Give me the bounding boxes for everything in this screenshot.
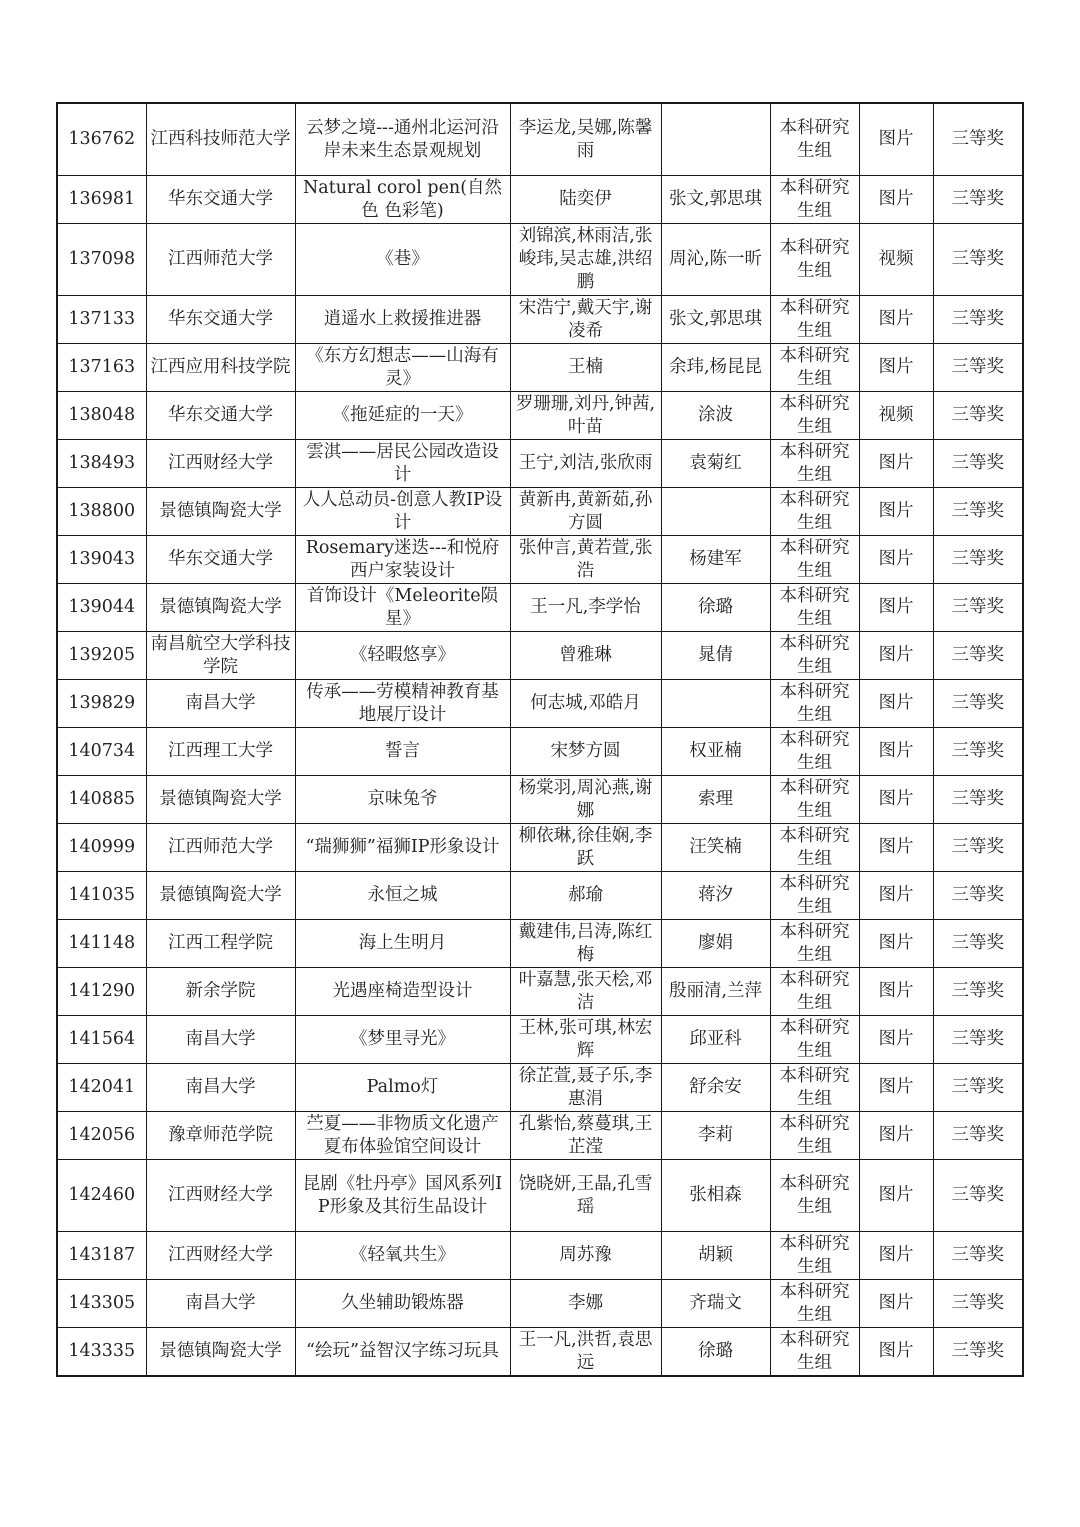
school-cell: 南昌大学	[146, 1016, 295, 1064]
advisor-cell: 齐瑞文	[661, 1280, 770, 1328]
authors-cell: 王一凡,洪哲,袁思远	[510, 1328, 661, 1377]
entry-id-cell: 143335	[57, 1328, 146, 1377]
entry-id-cell: 140999	[57, 824, 146, 872]
type-cell: 图片	[859, 1160, 933, 1232]
type-cell: 图片	[859, 920, 933, 968]
advisor-cell: 张文,郭思琪	[661, 296, 770, 344]
work-title-cell: 《巷》	[295, 224, 510, 296]
award-cell: 三等奖	[933, 728, 1023, 776]
table-row	[57, 224, 1023, 296]
entry-id-cell: 141290	[57, 968, 146, 1016]
advisor-cell: 廖娟	[661, 920, 770, 968]
work-title-cell: 《轻氧共生》	[295, 1232, 510, 1280]
authors-cell: 杨棠羽,周沁燕,谢娜	[510, 776, 661, 824]
type-cell: 图片	[859, 488, 933, 536]
school-cell: 江西理工大学	[146, 728, 295, 776]
award-cell: 三等奖	[933, 103, 1023, 176]
award-cell: 三等奖	[933, 488, 1023, 536]
school-cell: 江西师范大学	[146, 824, 295, 872]
entry-id-cell: 136762	[57, 103, 146, 176]
authors-cell: 张仲言,黄若萱,张浩	[510, 536, 661, 584]
work-title-cell: 誓言	[295, 728, 510, 776]
award-cell: 三等奖	[933, 680, 1023, 728]
group-cell: 本科研究生组	[770, 1328, 859, 1377]
authors-cell: 曾雅琳	[510, 632, 661, 680]
award-cell: 三等奖	[933, 1232, 1023, 1280]
group-cell: 本科研究生组	[770, 1112, 859, 1160]
entry-id-cell: 137098	[57, 224, 146, 296]
advisor-cell: 蒋汐	[661, 872, 770, 920]
school-cell: 南昌航空大学科技学院	[146, 632, 295, 680]
type-cell: 图片	[859, 776, 933, 824]
table-row	[57, 176, 1023, 224]
entry-id-cell: 138493	[57, 440, 146, 488]
entry-id-cell: 140885	[57, 776, 146, 824]
table-row	[57, 440, 1023, 488]
award-cell: 三等奖	[933, 224, 1023, 296]
authors-cell: 宋浩宁,戴天宇,谢凌希	[510, 296, 661, 344]
award-list-table	[56, 102, 1024, 1377]
work-title-cell: 苎夏——非物质文化遗产夏布体验馆空间设计	[295, 1112, 510, 1160]
authors-cell: 王林,张可琪,林宏辉	[510, 1016, 661, 1064]
table-row	[57, 824, 1023, 872]
group-cell: 本科研究生组	[770, 632, 859, 680]
entry-id-cell: 141035	[57, 872, 146, 920]
entry-id-cell: 139043	[57, 536, 146, 584]
authors-cell: 孔紫怡,蔡蔓琪,王芷滢	[510, 1112, 661, 1160]
entry-id-cell: 139829	[57, 680, 146, 728]
advisor-cell: 晁倩	[661, 632, 770, 680]
work-title-cell: 永恒之城	[295, 872, 510, 920]
type-cell: 视频	[859, 224, 933, 296]
award-cell: 三等奖	[933, 584, 1023, 632]
school-cell: 南昌大学	[146, 1064, 295, 1112]
school-cell: 江西财经大学	[146, 1232, 295, 1280]
authors-cell: 王宁,刘洁,张欣雨	[510, 440, 661, 488]
type-cell: 图片	[859, 1016, 933, 1064]
authors-cell: 黄新冉,黄新茹,孙方圆	[510, 488, 661, 536]
table-row	[57, 968, 1023, 1016]
award-cell: 三等奖	[933, 872, 1023, 920]
school-cell: 景德镇陶瓷大学	[146, 872, 295, 920]
group-cell: 本科研究生组	[770, 1160, 859, 1232]
work-title-cell: 海上生明月	[295, 920, 510, 968]
type-cell: 图片	[859, 968, 933, 1016]
authors-cell: 王楠	[510, 344, 661, 392]
award-cell: 三等奖	[933, 968, 1023, 1016]
award-cell: 三等奖	[933, 1016, 1023, 1064]
advisor-cell: 周沁,陈一昕	[661, 224, 770, 296]
type-cell: 图片	[859, 536, 933, 584]
award-cell: 三等奖	[933, 176, 1023, 224]
advisor-cell: 徐璐	[661, 1328, 770, 1377]
type-cell: 图片	[859, 632, 933, 680]
type-cell: 图片	[859, 1064, 933, 1112]
entry-id-cell: 141564	[57, 1016, 146, 1064]
authors-cell: 王一凡,李学怡	[510, 584, 661, 632]
authors-cell: 李娜	[510, 1280, 661, 1328]
group-cell: 本科研究生组	[770, 1016, 859, 1064]
group-cell: 本科研究生组	[770, 728, 859, 776]
table-row	[57, 1112, 1023, 1160]
school-cell: 华东交通大学	[146, 176, 295, 224]
work-title-cell: 雲淇——居民公园改造设计	[295, 440, 510, 488]
table-row	[57, 536, 1023, 584]
type-cell: 图片	[859, 344, 933, 392]
type-cell: 图片	[859, 1328, 933, 1377]
table-row	[57, 632, 1023, 680]
authors-cell: 郝瑜	[510, 872, 661, 920]
authors-cell: 柳依琳,徐佳娴,李跃	[510, 824, 661, 872]
authors-cell: 饶晓妍,王晶,孔雪瑶	[510, 1160, 661, 1232]
group-cell: 本科研究生组	[770, 1232, 859, 1280]
work-title-cell: Palmo灯	[295, 1064, 510, 1112]
school-cell: 景德镇陶瓷大学	[146, 776, 295, 824]
entry-id-cell: 140734	[57, 728, 146, 776]
table-row	[57, 728, 1023, 776]
award-cell: 三等奖	[933, 392, 1023, 440]
authors-cell: 叶嘉慧,张天桧,邓洁	[510, 968, 661, 1016]
school-cell: 豫章师范学院	[146, 1112, 295, 1160]
authors-cell: 徐芷萱,聂子乐,李惠涓	[510, 1064, 661, 1112]
award-cell: 三等奖	[933, 824, 1023, 872]
school-cell: 华东交通大学	[146, 392, 295, 440]
table-row	[57, 584, 1023, 632]
school-cell: 江西应用科技学院	[146, 344, 295, 392]
award-cell: 三等奖	[933, 536, 1023, 584]
work-title-cell: 《拖延症的一天》	[295, 392, 510, 440]
school-cell: 南昌大学	[146, 1280, 295, 1328]
group-cell: 本科研究生组	[770, 1064, 859, 1112]
type-cell: 图片	[859, 824, 933, 872]
table-row	[57, 488, 1023, 536]
school-cell: 景德镇陶瓷大学	[146, 1328, 295, 1377]
school-cell: 江西财经大学	[146, 1160, 295, 1232]
advisor-cell	[661, 103, 770, 176]
school-cell: 江西师范大学	[146, 224, 295, 296]
school-cell: 景德镇陶瓷大学	[146, 488, 295, 536]
award-cell: 三等奖	[933, 920, 1023, 968]
advisor-cell: 涂波	[661, 392, 770, 440]
table-row	[57, 296, 1023, 344]
work-title-cell: “绘玩”益智汉字练习玩具	[295, 1328, 510, 1377]
advisor-cell: 胡颖	[661, 1232, 770, 1280]
table-row	[57, 1328, 1023, 1377]
entry-id-cell: 142460	[57, 1160, 146, 1232]
group-cell: 本科研究生组	[770, 536, 859, 584]
advisor-cell: 杨建军	[661, 536, 770, 584]
award-cell: 三等奖	[933, 1280, 1023, 1328]
award-table-body	[57, 103, 1023, 1376]
type-cell: 图片	[859, 176, 933, 224]
advisor-cell: 邱亚科	[661, 1016, 770, 1064]
group-cell: 本科研究生组	[770, 440, 859, 488]
award-cell: 三等奖	[933, 1160, 1023, 1232]
work-title-cell: 传承——劳模精神教育基地展厅设计	[295, 680, 510, 728]
entry-id-cell: 143187	[57, 1232, 146, 1280]
group-cell: 本科研究生组	[770, 968, 859, 1016]
entry-id-cell: 139044	[57, 584, 146, 632]
school-cell: 江西财经大学	[146, 440, 295, 488]
school-cell: 新余学院	[146, 968, 295, 1016]
award-cell: 三等奖	[933, 1064, 1023, 1112]
school-cell: 南昌大学	[146, 680, 295, 728]
entry-id-cell: 143305	[57, 1280, 146, 1328]
work-title-cell: Natural corol pen(自然色 色彩笔)	[295, 176, 510, 224]
group-cell: 本科研究生组	[770, 1280, 859, 1328]
award-cell: 三等奖	[933, 440, 1023, 488]
table-row	[57, 776, 1023, 824]
award-cell: 三等奖	[933, 776, 1023, 824]
school-cell: 景德镇陶瓷大学	[146, 584, 295, 632]
group-cell: 本科研究生组	[770, 824, 859, 872]
group-cell: 本科研究生组	[770, 103, 859, 176]
work-title-cell: 昆剧《牡丹亭》国风系列IP形象及其衍生品设计	[295, 1160, 510, 1232]
group-cell: 本科研究生组	[770, 392, 859, 440]
award-cell: 三等奖	[933, 1328, 1023, 1377]
table-row	[57, 680, 1023, 728]
authors-cell: 刘锦滨,林雨洁,张峻玮,吴志雄,洪绍鹏	[510, 224, 661, 296]
group-cell: 本科研究生组	[770, 296, 859, 344]
advisor-cell	[661, 680, 770, 728]
advisor-cell: 舒余安	[661, 1064, 770, 1112]
table-row	[57, 1064, 1023, 1112]
group-cell: 本科研究生组	[770, 920, 859, 968]
advisor-cell: 袁菊红	[661, 440, 770, 488]
school-cell: 江西工程学院	[146, 920, 295, 968]
school-cell: 华东交通大学	[146, 536, 295, 584]
table-row	[57, 392, 1023, 440]
group-cell: 本科研究生组	[770, 344, 859, 392]
entry-id-cell: 137163	[57, 344, 146, 392]
group-cell: 本科研究生组	[770, 224, 859, 296]
work-title-cell: “瑞狮狮”福狮IP形象设计	[295, 824, 510, 872]
table-row	[57, 920, 1023, 968]
entry-id-cell: 138800	[57, 488, 146, 536]
group-cell: 本科研究生组	[770, 176, 859, 224]
table-row	[57, 1016, 1023, 1064]
advisor-cell: 李莉	[661, 1112, 770, 1160]
type-cell: 图片	[859, 872, 933, 920]
advisor-cell: 徐璐	[661, 584, 770, 632]
type-cell: 图片	[859, 1280, 933, 1328]
group-cell: 本科研究生组	[770, 776, 859, 824]
work-title-cell: 《东方幻想志——山海有灵》	[295, 344, 510, 392]
group-cell: 本科研究生组	[770, 488, 859, 536]
work-title-cell: 《轻暇悠享》	[295, 632, 510, 680]
authors-cell: 李运龙,吴娜,陈馨雨	[510, 103, 661, 176]
authors-cell: 周苏豫	[510, 1232, 661, 1280]
entry-id-cell: 141148	[57, 920, 146, 968]
type-cell: 图片	[859, 1232, 933, 1280]
entry-id-cell: 138048	[57, 392, 146, 440]
authors-cell: 何志城,邓皓月	[510, 680, 661, 728]
group-cell: 本科研究生组	[770, 872, 859, 920]
entry-id-cell: 139205	[57, 632, 146, 680]
type-cell: 图片	[859, 584, 933, 632]
advisor-cell: 汪笑楠	[661, 824, 770, 872]
authors-cell: 罗珊珊,刘丹,钟茜,叶苗	[510, 392, 661, 440]
table-row	[57, 1160, 1023, 1232]
award-cell: 三等奖	[933, 296, 1023, 344]
advisor-cell	[661, 488, 770, 536]
table-row	[57, 1280, 1023, 1328]
work-title-cell: 京味兔爷	[295, 776, 510, 824]
school-cell: 江西科技师范大学	[146, 103, 295, 176]
work-title-cell: 逍遥水上救援推进器	[295, 296, 510, 344]
work-title-cell: 久坐辅助锻炼器	[295, 1280, 510, 1328]
group-cell: 本科研究生组	[770, 680, 859, 728]
award-cell: 三等奖	[933, 632, 1023, 680]
work-title-cell: 人人总动员-创意人教IP设计	[295, 488, 510, 536]
group-cell: 本科研究生组	[770, 584, 859, 632]
advisor-cell: 索理	[661, 776, 770, 824]
table-row	[57, 344, 1023, 392]
type-cell: 图片	[859, 1112, 933, 1160]
award-cell: 三等奖	[933, 1112, 1023, 1160]
entry-id-cell: 142041	[57, 1064, 146, 1112]
work-title-cell: 《梦里寻光》	[295, 1016, 510, 1064]
type-cell: 图片	[859, 680, 933, 728]
advisor-cell: 权亚楠	[661, 728, 770, 776]
award-cell: 三等奖	[933, 344, 1023, 392]
table-row	[57, 1232, 1023, 1280]
school-cell: 华东交通大学	[146, 296, 295, 344]
type-cell: 图片	[859, 728, 933, 776]
entry-id-cell: 136981	[57, 176, 146, 224]
advisor-cell: 张文,郭思琪	[661, 176, 770, 224]
work-title-cell: 云梦之境---通州北运河沿岸未来生态景观规划	[295, 103, 510, 176]
advisor-cell: 张相森	[661, 1160, 770, 1232]
authors-cell: 戴建伟,吕涛,陈红梅	[510, 920, 661, 968]
type-cell: 图片	[859, 103, 933, 176]
entry-id-cell: 137133	[57, 296, 146, 344]
work-title-cell: 光遇座椅造型设计	[295, 968, 510, 1016]
work-title-cell: Rosemary迷迭---和悦府西户家装设计	[295, 536, 510, 584]
type-cell: 图片	[859, 440, 933, 488]
authors-cell: 陆奕伊	[510, 176, 661, 224]
table-row	[57, 872, 1023, 920]
advisor-cell: 余玮,杨昆昆	[661, 344, 770, 392]
table-row	[57, 103, 1023, 176]
advisor-cell: 殷丽清,兰萍	[661, 968, 770, 1016]
entry-id-cell: 142056	[57, 1112, 146, 1160]
type-cell: 视频	[859, 392, 933, 440]
authors-cell: 宋梦方圆	[510, 728, 661, 776]
type-cell: 图片	[859, 296, 933, 344]
work-title-cell: 首饰设计《Meleorite陨星》	[295, 584, 510, 632]
